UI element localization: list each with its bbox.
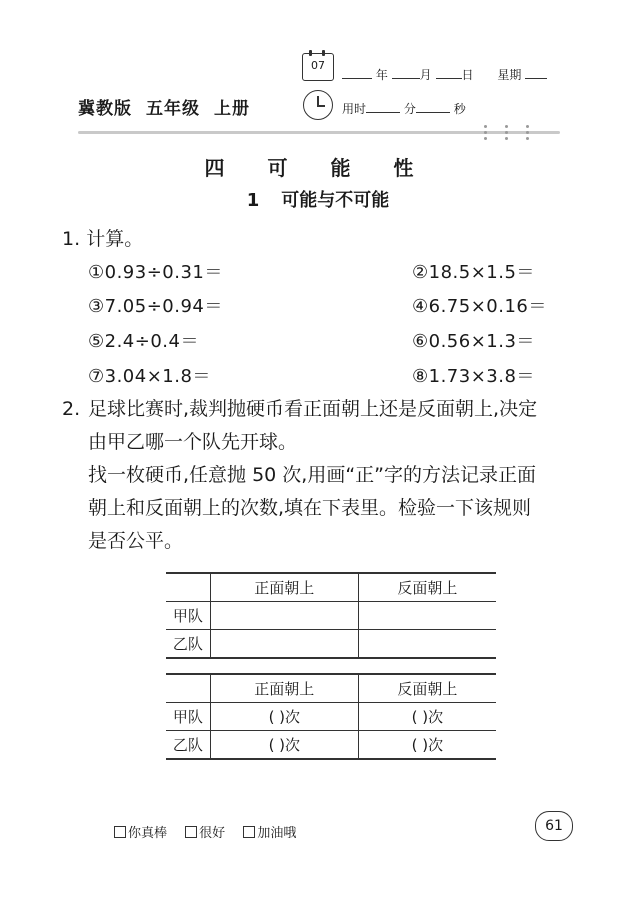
checkbox-icon[interactable] [243, 826, 255, 838]
page-number: 61 [535, 811, 573, 841]
volume: 上册 [214, 99, 250, 119]
rating-label: 很好 [199, 826, 226, 841]
table-header-corner [166, 573, 210, 602]
rating-option[interactable] [114, 826, 167, 841]
calendar-icon [302, 53, 334, 81]
date-fields [342, 66, 547, 83]
q2-line-5: 是否公平。 [88, 530, 184, 552]
team-label: 甲队 [166, 602, 210, 630]
lesson-name: 可能与不可能 [281, 190, 390, 211]
lesson-title [0, 186, 636, 212]
table-header-front: 正面朝上 [210, 674, 358, 703]
checkbox-icon[interactable] [114, 826, 126, 838]
edition-label [78, 94, 264, 119]
month-label: 月 [419, 68, 432, 82]
rating-option[interactable] [185, 826, 225, 841]
publisher: 冀教版 [78, 99, 132, 119]
count-cell[interactable]: ( )次 [210, 703, 358, 731]
q2-line-1: 足球比赛时,裁判抛硬币看正面朝上还是反面朝上,决定 [88, 398, 538, 420]
table-header-back: 反面朝上 [358, 674, 496, 703]
q1-number: 1. [62, 228, 81, 250]
minutes-label: 分 [403, 102, 416, 116]
count-cell[interactable]: ( )次 [358, 703, 496, 731]
count-cell[interactable]: ( )次 [210, 731, 358, 760]
time-fields [342, 100, 466, 117]
table-header-corner [166, 674, 210, 703]
q1-title: 计算。 [86, 228, 144, 250]
header-divider [78, 131, 560, 134]
clock-icon [303, 90, 333, 120]
calc-item-6: ⑥0.56×1.3＝ [412, 331, 535, 352]
day-label: 日 [461, 68, 474, 82]
team-label: 甲队 [166, 703, 210, 731]
calc-item-2: ②18.5×1.5＝ [412, 262, 535, 283]
tally-cell[interactable] [358, 630, 496, 659]
record-table-count [166, 673, 496, 760]
calc-item-5: ⑤2.4÷0.4＝ [88, 331, 199, 352]
year-label: 年 [375, 68, 388, 82]
lesson-number: 1 [246, 190, 260, 211]
decor-dots [505, 125, 508, 141]
team-label: 乙队 [166, 630, 210, 659]
q2-line-2: 由甲乙哪一个队先开球。 [88, 431, 298, 453]
tally-cell[interactable] [210, 602, 358, 630]
rating-label: 加油哦 [257, 826, 297, 841]
decor-dots [484, 125, 487, 141]
q2-number: 2. [62, 398, 81, 420]
count-cell[interactable]: ( )次 [358, 731, 496, 760]
rating-option[interactable] [243, 826, 296, 841]
calc-item-3: ③7.05÷0.94＝ [88, 296, 223, 317]
calc-item-7: ⑦3.04×1.8＝ [88, 366, 211, 387]
q2-line-3: 找一枚硬币,任意抛 50 次,用画“正”字的方法记录正面 [88, 464, 537, 486]
decor-dots [526, 125, 529, 141]
team-label: 乙队 [166, 731, 210, 760]
seconds-label: 秒 [453, 102, 466, 116]
calc-item-8: ⑧1.73×3.8＝ [412, 366, 535, 387]
calc-item-1: ①0.93÷0.31＝ [88, 262, 223, 283]
tally-cell[interactable] [358, 602, 496, 630]
table-header-back: 反面朝上 [358, 573, 496, 602]
q2-line-4: 朝上和反面朝上的次数,填在下表里。检验一下该规则 [88, 497, 532, 519]
chapter-title: 四 可 能 性 [204, 156, 432, 180]
weekday-label: 星期 [497, 68, 522, 82]
rating-checkboxes [114, 822, 310, 841]
rating-label: 你真棒 [128, 826, 168, 841]
grade: 五年级 [146, 99, 200, 119]
calc-item-4: ④6.75×0.16＝ [412, 296, 547, 317]
time-used-label: 用时 [342, 102, 367, 116]
record-table-tally [166, 572, 496, 659]
table-header-front: 正面朝上 [210, 573, 358, 602]
calendar-number: 07 [311, 59, 325, 72]
tally-cell[interactable] [210, 630, 358, 659]
checkbox-icon[interactable] [185, 826, 197, 838]
q1-heading [62, 224, 143, 251]
